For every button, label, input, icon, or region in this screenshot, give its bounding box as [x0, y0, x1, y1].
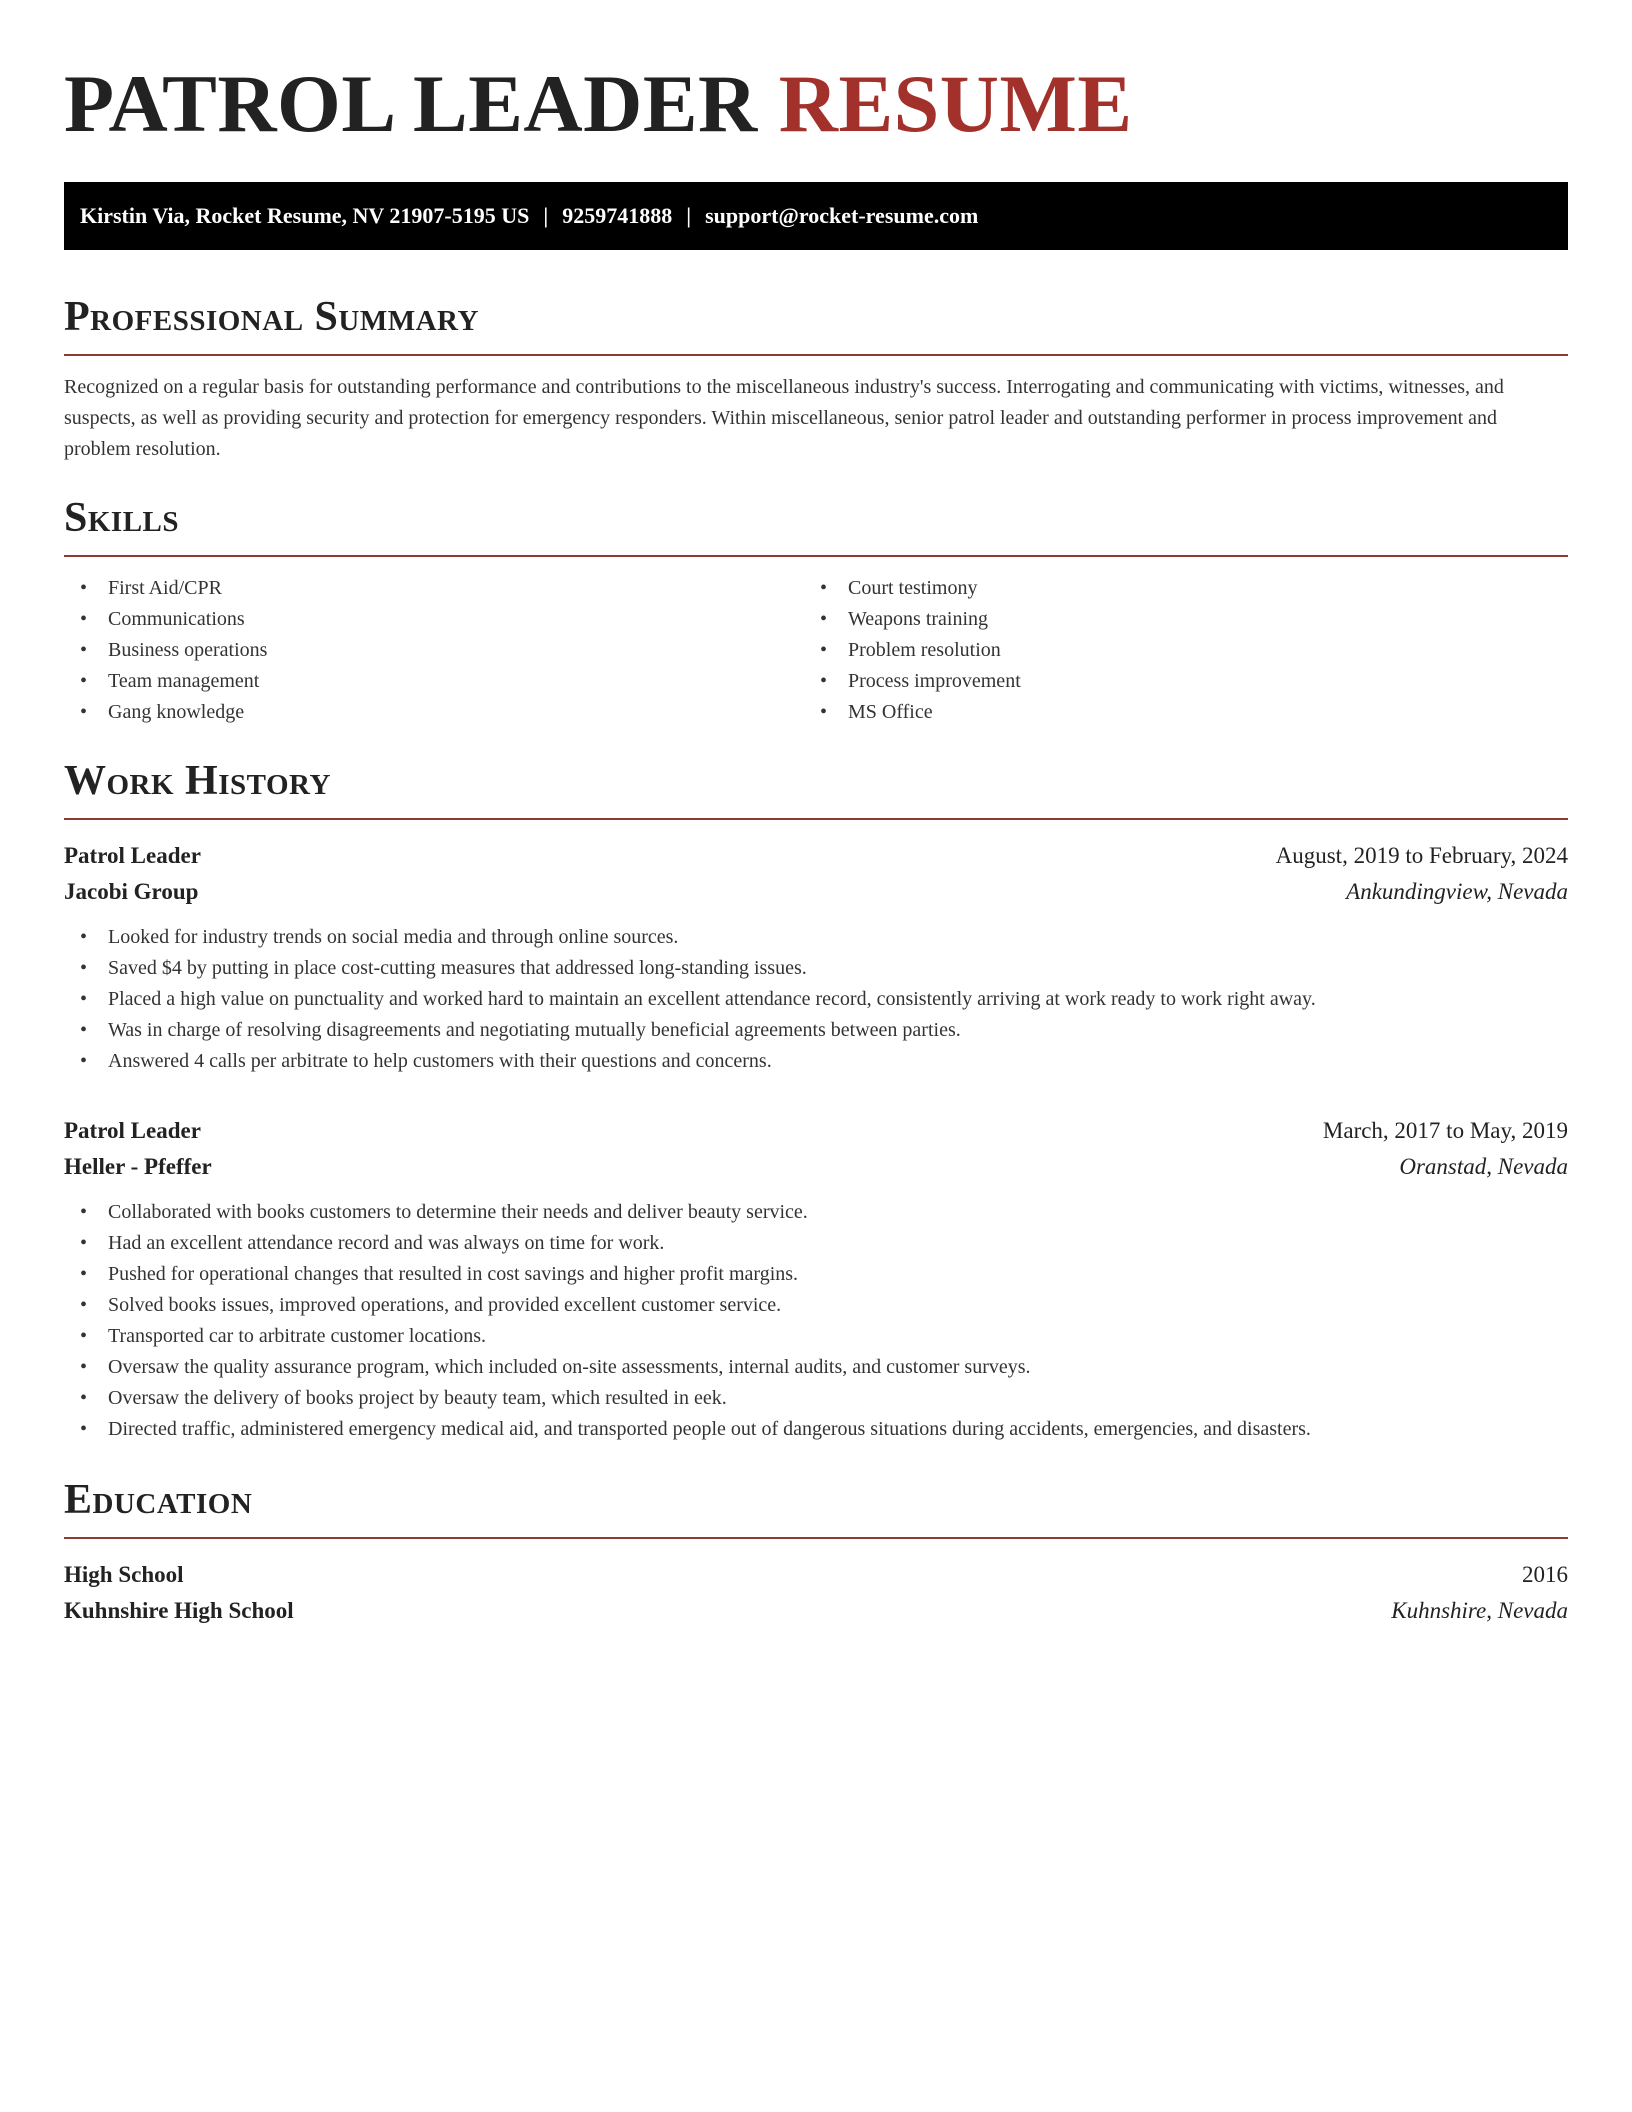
job-title-row: [64, 838, 1568, 874]
education-year: 2016: [1522, 1562, 1568, 1587]
job-dates: March, 2017 to May, 2019: [1322, 1118, 1568, 1143]
skill-item: • Business operations: [64, 635, 804, 666]
job-duty: • Was in charge of resolving disagreements and negotiating mutually beneficial agreements between parties.: [64, 1015, 1568, 1046]
job-company-row: [64, 1149, 1568, 1185]
section-heading-skills: Skills: [64, 493, 1568, 557]
job-title: Patrol Leader: [64, 843, 201, 868]
contact-email: support@rocket-resume.com: [705, 203, 979, 228]
education-entry: [64, 1557, 1568, 1629]
job-duty: • Oversaw the quality assurance program, which included on-site assessments, internal audits, and customer surveys.: [64, 1352, 1568, 1383]
job-duties-list: [64, 922, 1568, 1077]
skill-item: • First Aid/CPR: [64, 573, 804, 604]
skill-item: • Team management: [64, 666, 804, 697]
skill-item: • Weapons training: [804, 604, 1544, 635]
skill-item: • Communications: [64, 604, 804, 635]
job-duty: • Saved $4 by putting in place cost-cutting measures that addressed long-standing issues.: [64, 953, 1568, 984]
job-duty: • Pushed for operational changes that resulted in cost savings and higher profit margins.: [64, 1259, 1568, 1290]
job-duty: • Placed a high value on punctuality and worked hard to maintain an excellent attendance record, consistently arriving at work ready to work right away.: [64, 984, 1568, 1015]
job-company: Heller - Pfeffer: [64, 1154, 212, 1179]
professional-summary-section: [64, 292, 1568, 465]
contact-bar: [64, 182, 1568, 250]
contact-separator: |: [686, 203, 692, 228]
job-duty: • Had an excellent attendance record and was always on time for work.: [64, 1228, 1568, 1259]
job-entry: [64, 1113, 1568, 1445]
job-duty: • Collaborated with books customers to determine their needs and deliver beauty service.: [64, 1197, 1568, 1228]
title-main: PATROL LEADER: [64, 58, 758, 149]
skills-section: [64, 493, 1568, 728]
work-history-section: [64, 756, 1568, 1445]
job-location: Oranstad, Nevada: [1399, 1154, 1568, 1179]
education-degree: High School: [64, 1562, 184, 1587]
title-accent: RESUME: [778, 58, 1133, 149]
job-dates: August, 2019 to February, 2024: [1275, 843, 1568, 868]
skills-column-left: [64, 573, 804, 728]
job-company: Jacobi Group: [64, 879, 199, 904]
skill-item: • Problem resolution: [804, 635, 1544, 666]
section-heading-education: Education: [64, 1475, 1568, 1539]
contact-separator: |: [543, 203, 549, 228]
section-heading-work-history: Work History: [64, 756, 1568, 820]
education-location: Kuhnshire, Nevada: [1391, 1598, 1568, 1623]
job-duty: • Oversaw the delivery of books project by beauty team, which resulted in eek.: [64, 1383, 1568, 1414]
job-title: Patrol Leader: [64, 1118, 201, 1143]
job-duty: • Transported car to arbitrate customer locations.: [64, 1321, 1568, 1352]
education-school: Kuhnshire High School: [64, 1598, 294, 1623]
summary-text: Recognized on a regular basis for outstanding performance and contributions to the miscellaneous industry's success. Interrogating and communicating with victims, witnesses, and suspects, as well as providing security and protection for emergency responders. Within miscellaneous, senior patrol leader and outstanding performer in process improvement and problem resolution.: [64, 376, 1504, 460]
resume-page: [64, 0, 1568, 1629]
job-duties-list: [64, 1197, 1568, 1445]
skill-item: • Gang knowledge: [64, 697, 804, 728]
job-duty: • Looked for industry trends on social media and through online sources.: [64, 922, 1568, 953]
education-school-row: [64, 1593, 1568, 1629]
skills-column-right: [804, 573, 1544, 728]
skill-item: • Court testimony: [804, 573, 1544, 604]
skills-grid: [64, 573, 1568, 728]
contact-phone: 9259741888: [562, 203, 673, 228]
job-company-row: [64, 874, 1568, 910]
contact-address: Kirstin Via, Rocket Resume, NV 21907-5195 US: [80, 203, 530, 228]
job-entry: [64, 838, 1568, 1077]
job-duty: • Solved books issues, improved operations, and provided excellent customer service.: [64, 1290, 1568, 1321]
job-duty: • Answered 4 calls per arbitrate to help customers with their questions and concerns.: [64, 1046, 1568, 1077]
job-title-row: [64, 1113, 1568, 1149]
resume-title: [64, 0, 1568, 152]
skill-item: • Process improvement: [804, 666, 1544, 697]
education-degree-row: [64, 1557, 1568, 1593]
section-heading-summary: Professional Summary: [64, 292, 1568, 356]
skill-item: • MS Office: [804, 697, 1544, 728]
job-location: Ankundingview, Nevada: [1346, 879, 1568, 904]
job-duty: • Directed traffic, administered emergency medical aid, and transported people out of dangerous situations during accidents, emergencies, and disasters.: [64, 1414, 1568, 1445]
education-section: [64, 1475, 1568, 1629]
